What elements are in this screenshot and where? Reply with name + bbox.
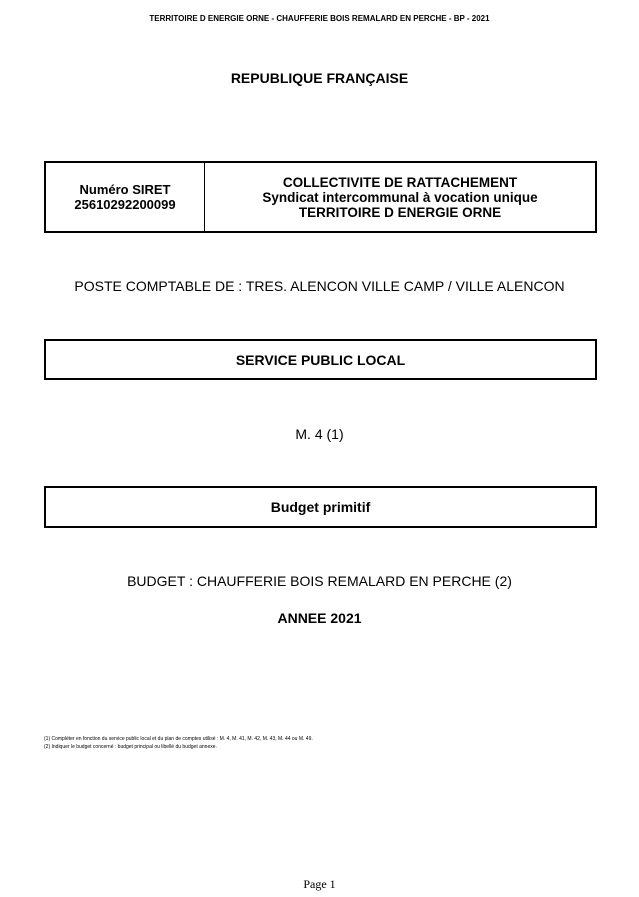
poste-comptable: POSTE COMPTABLE DE : TRES. ALENCON VILLE CAMP / VILLE ALENCON	[74, 278, 565, 294]
siret-collectivite-box	[44, 161, 597, 233]
service-public-label: SERVICE PUBLIC LOCAL	[235, 351, 406, 368]
siret-cell	[46, 163, 205, 231]
budget-type-label: Budget primitif	[270, 499, 371, 515]
collectivite-cell	[205, 163, 595, 231]
footnote: (2) Indiquer le budget concerné : budget principal ou libellé du budget annexe.	[44, 744, 217, 750]
nomenclature: M. 4 (1)	[295, 426, 344, 442]
collectivite-heading: COLLECTIVITE DE RATTACHEMENT	[282, 174, 518, 190]
collectivite-type: Syndicat intercommunal à vocation unique	[262, 189, 538, 205]
siret-number: 25610292200099	[74, 197, 176, 212]
footnote: (1) Compléter en fonction du service public local et du plan de comptes utilisé : M. 4, M. 41, M. 42, M. 43, M. 44 ou M. 49.	[44, 736, 313, 742]
annee: ANNEE 2021	[277, 610, 362, 626]
siret-label: Numéro SIRET	[79, 182, 171, 197]
republique-title: REPUBLIQUE FRANÇAISE	[230, 70, 409, 86]
page-number: Page 1	[303, 877, 336, 891]
budget-type-box	[44, 486, 597, 528]
budget-name: BUDGET : CHAUFFERIE BOIS REMALARD EN PERCHE (2)	[127, 573, 512, 589]
service-public-box	[44, 339, 597, 380]
footnotes	[44, 735, 313, 751]
collectivite-name: TERRITOIRE D ENERGIE ORNE	[298, 204, 502, 220]
document-header: TERRITOIRE D ENERGIE ORNE - CHAUFFERIE BOIS REMALARD EN PERCHE - BP - 2021	[149, 14, 490, 23]
